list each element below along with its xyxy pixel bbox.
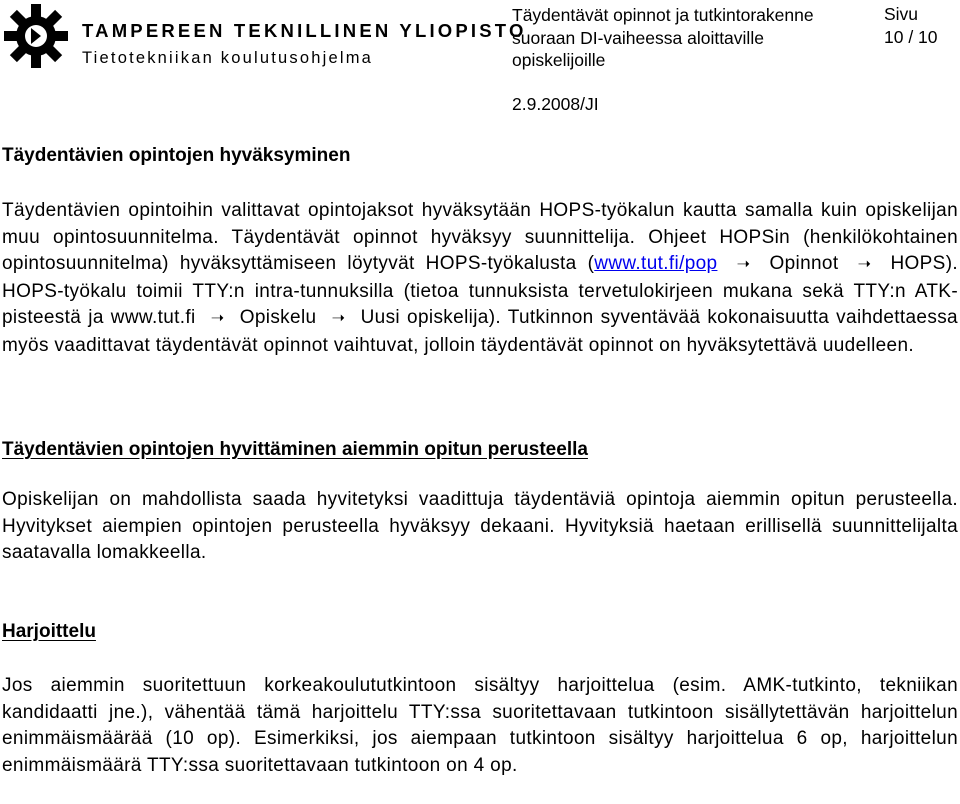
paragraph-recognition: Opiskelijan on mahdollista saada hyvitetyksi vaadittuja täydentäviä opintoja aiemmin opitun perusteella. Hyvitykset aiempien opintojen perusteella hyväksyy dekaani. Hyvityksiä haetaan erillisellä suunnittelijalta saatavalla lomakkeella. (2, 489, 958, 564)
section-heading-approval: Täydentävien opintojen hyväksyminen (2, 145, 351, 166)
right-arrow-icon: ➝ (857, 256, 872, 274)
section-heading-internship: Harjoittelu (2, 621, 96, 642)
program-name: Tietotekniikan koulutusohjelma (82, 49, 374, 67)
page-number: 10 / 10 (884, 27, 938, 47)
paragraph-text: HOPS). HOPS-työkalu toimii TTY:n intra-tunnuksilla (tietoa tunnuksista tervetulokirjeen mukana sekä TTY:n ATK-pisteestä ja www.tut.fi (2, 253, 959, 329)
tut-gear-logo-icon (2, 2, 70, 70)
paragraph-internship: Jos aiemmin suoritettuun korkeakoulututkintoon sisältyy harjoittelua (esim. AMK-tutkinto, tekniikan kandidaatti jne.), vähentää tämä harjoittelu TTY:ssa suoritettavaan tutkintoon sisällytettävän harjoittelun enimmäismäärää (10 op). Esimerkiksi, jos aiempaan tutkintoon sisältyy harjoittelua 6 op, harjoittelun enimmäismäärä TTY:ssa suoritettavaan tutkintoon on 4 op. (2, 675, 958, 776)
section-heading-recognition: Täydentävien opintojen hyvittäminen aiemmin opitun perusteella (2, 439, 588, 460)
paragraph-text: Uusi opiskelija). Tutkinnon syventävää kokonaisuutta vaihdettaessa myös vaadittavat täydentävät opinnot vaihtuvat, jolloin täydentävät opinnot on hyväksytettävä uudelleen. (2, 307, 958, 356)
right-arrow-icon: ➝ (736, 256, 751, 274)
university-name: TAMPEREEN TEKNILLINEN YLIOPISTO (82, 20, 527, 41)
page-label: Sivu (884, 4, 919, 24)
document-title-line: Täydentävät opinnot ja tutkintorakenne (512, 5, 814, 25)
document-title-line: suoraan DI-vaiheessa aloittaville (512, 27, 764, 48)
document-title (512, 4, 814, 72)
document-title-line: opiskelijoille (512, 50, 606, 70)
right-arrow-icon: ➝ (331, 310, 346, 328)
right-arrow-icon: ➝ (210, 310, 225, 328)
page-header (0, 0, 960, 120)
paragraph-text: Täydentävien opintoihin valittavat opintojaksot hyväksytään HOPS-työkalun kautta samalla kuin opiskelijan muu opintosuunnitelma. Täydentävät opinnot hyväksyy suunnittelija. Ohjeet HOPSin (henkilökohtainen opintosuunnitelma) hyväksyttämiseen löytyvät HOPS-työkalusta ( (2, 200, 958, 275)
paragraph-approval (2, 198, 958, 360)
pop-link[interactable]: www.tut.fi/pop (594, 253, 718, 275)
document-date: 2.9.2008/JI (512, 94, 599, 114)
paragraph-text: Opiskelu (239, 307, 317, 329)
paragraph-text: Opinnot (769, 253, 839, 275)
